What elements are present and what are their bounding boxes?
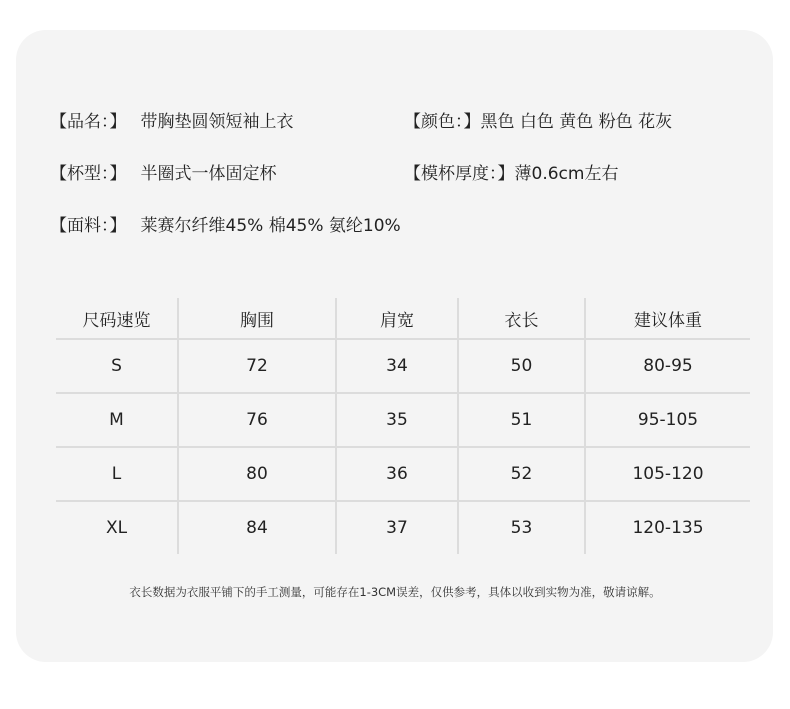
cell-weight: 80-95 (585, 339, 750, 393)
cup-type-label: 【杯型：】 (50, 164, 127, 184)
color-row (404, 110, 672, 134)
header-bust: 胸围 (178, 298, 336, 339)
cup-thickness-row (404, 162, 618, 186)
cell-size: M (56, 393, 178, 447)
header-shoulder: 肩宽 (336, 298, 458, 339)
cell-weight: 95-105 (585, 393, 750, 447)
cell-bust: 80 (178, 447, 336, 501)
cell-length: 51 (458, 393, 585, 447)
cell-shoulder: 34 (336, 339, 458, 393)
cell-bust: 76 (178, 393, 336, 447)
cup-thickness-label: 【模杯厚度：】 (404, 164, 515, 184)
product-name-label: 【品名：】 (50, 112, 127, 132)
cell-weight: 105-120 (585, 447, 750, 501)
cup-type-row (50, 162, 277, 186)
measurement-note: 衣长数据为衣服平铺下的手工测量，可能存在1-3CM误差，仅供参考，具体以收到实物为准，敬请谅解。 (129, 585, 661, 599)
cell-shoulder: 36 (336, 447, 458, 501)
cell-size: XL (56, 501, 178, 554)
cell-length: 50 (458, 339, 585, 393)
header-weight: 建议体重 (585, 298, 750, 339)
product-name-row (50, 110, 294, 134)
cell-length: 52 (458, 447, 585, 501)
fabric-label: 【面料：】 (50, 216, 127, 236)
cell-bust: 84 (178, 501, 336, 554)
table-row (56, 501, 750, 554)
table-row (56, 393, 750, 447)
color-value: 黑色 白色 黄色 粉色 花灰 (480, 112, 673, 132)
fabric-value: 莱赛尔纤维45% 棉45% 氨纶10% (140, 216, 401, 236)
cell-size: L (56, 447, 178, 501)
cell-size: S (56, 339, 178, 393)
table-row (56, 447, 750, 501)
table-row (56, 339, 750, 393)
cup-type-value: 半圈式一体固定杯 (140, 164, 277, 184)
size-table (56, 298, 750, 554)
cell-shoulder: 37 (336, 501, 458, 554)
header-size: 尺码速览 (82, 310, 151, 331)
cell-bust: 72 (178, 339, 336, 393)
color-label: 【颜色：】 (404, 112, 481, 132)
cell-length: 53 (458, 501, 585, 554)
table-header-row (56, 298, 750, 339)
cell-shoulder: 35 (336, 393, 458, 447)
header-length: 衣长 (458, 298, 585, 339)
cell-weight: 120-135 (585, 501, 750, 554)
product-name-value: 带胸垫圆领短袖上衣 (140, 112, 294, 132)
fabric-row (50, 214, 401, 238)
cup-thickness-value: 薄0.6cm左右 (514, 164, 619, 184)
